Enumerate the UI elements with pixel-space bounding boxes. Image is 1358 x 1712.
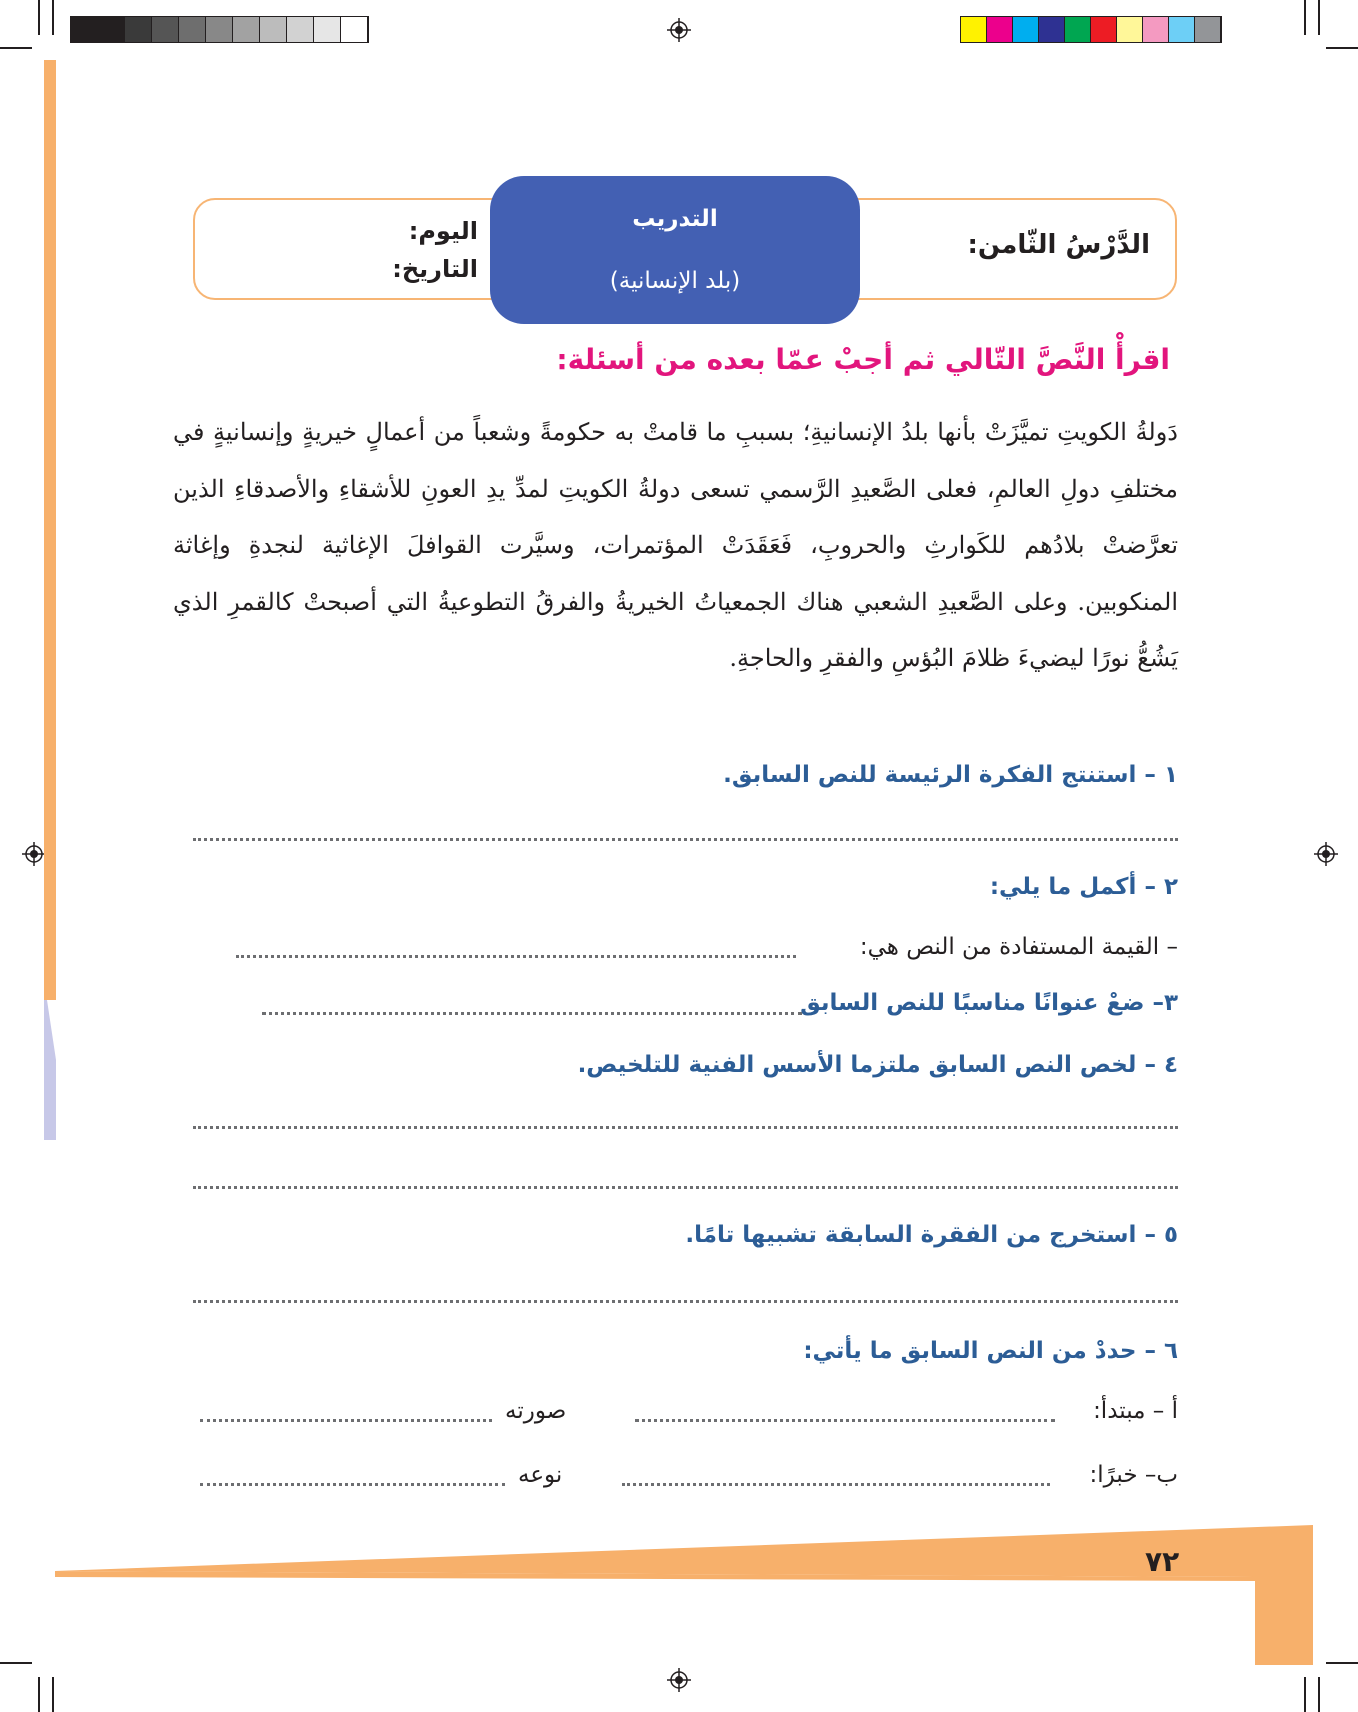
answer-line-6b[interactable] bbox=[622, 1483, 1050, 1486]
question-6: ٦ – حددْ من النص السابق ما يأتي: bbox=[803, 1338, 1178, 1364]
reading-passage: دَولةُ الكويتِ تميَّزَتْ بأنها بلدُ الإنسانيةِ؛ بسببِ ما قامتْ به حكومةً وشعباً من أعمالٍ خيريةٍ وإنسانيةٍ في مختلفِ دولِ العالمِ، فعلى الصَّعيدِ الرَّسمي تسعى دولةُ الكويتِ لمدِّ يدِ العونِ للأشقاءِ والأصدقاءِ الذين تعرَّضتْ بلادُهم للكَوارثِ والحروبِ، فَعَقَدَتْ المؤتمرات، وسيَّرت القوافلَ الإغاثية لنجدةِ وإغاثة المنكوبين. وعلى الصَّعيدِ الشعبي هناك الجمعياتُ الخيريةُ والفرقُ التطوعيةُ التي أصبحتْ كالقمرِ الذي يَشُعُّ نورًا ليضيءَ ظلامَ البُؤسِ والفقرِ والحاجةِ. bbox=[173, 418, 1178, 672]
answer-line-1[interactable] bbox=[193, 838, 1178, 841]
question-6-b: ب– خبرًا: bbox=[1089, 1462, 1178, 1488]
exercise-title: التدريب bbox=[632, 206, 718, 232]
lesson-label: الدَّرْسُ الثّامن: bbox=[967, 230, 1150, 260]
day-date-labels bbox=[388, 212, 478, 288]
question-6-a-form: صورته bbox=[505, 1398, 567, 1424]
crop-mark bbox=[1318, 0, 1320, 35]
reading-instruction: اقرأْ النَّصَّ التّالي ثم أجبْ عمّا بعده من أسئلة: bbox=[556, 343, 1170, 376]
crop-mark bbox=[1318, 1677, 1320, 1712]
answer-line-6b-type[interactable] bbox=[200, 1483, 505, 1486]
question-6-a: أ – مبتدأ: bbox=[1093, 1398, 1178, 1424]
question-2: ٢ – أكمل ما يلي: bbox=[989, 874, 1178, 900]
answer-line-4b[interactable] bbox=[193, 1186, 1178, 1189]
question-2-item: – القيمة المستفادة من النص هي: bbox=[859, 934, 1178, 960]
registration-target-icon bbox=[1314, 842, 1338, 866]
exercise-tab bbox=[490, 176, 860, 324]
date-label: التاريخ: bbox=[392, 255, 478, 283]
answer-line-4a[interactable] bbox=[193, 1126, 1178, 1129]
crop-mark bbox=[38, 1677, 40, 1712]
crop-mark bbox=[1304, 1677, 1306, 1712]
crop-mark bbox=[0, 47, 32, 49]
answer-line-5[interactable] bbox=[193, 1300, 1178, 1303]
crop-mark bbox=[1326, 47, 1358, 49]
answer-line-6a-form[interactable] bbox=[200, 1419, 492, 1422]
day-label: اليوم: bbox=[408, 217, 478, 245]
registration-target-icon bbox=[667, 1668, 691, 1692]
crop-mark bbox=[1326, 1662, 1358, 1664]
grayscale-calibration-bar bbox=[70, 16, 369, 43]
page-number: ٧٢ bbox=[1145, 1545, 1180, 1578]
color-calibration-bar bbox=[960, 16, 1222, 43]
question-5: ٥ – استخرج من الفقرة السابقة تشبيها تامًا. bbox=[685, 1222, 1178, 1248]
answer-line-3[interactable] bbox=[262, 1012, 802, 1015]
registration-target-icon bbox=[22, 842, 46, 866]
crop-mark bbox=[38, 0, 40, 35]
question-6-b-type: نوعه bbox=[518, 1462, 563, 1488]
question-1: ١ – استنتج الفكرة الرئيسة للنص السابق. bbox=[723, 762, 1178, 788]
answer-line-6a[interactable] bbox=[635, 1419, 1055, 1422]
question-3: ٣– ضعْ عنوانًا مناسبًا للنص السابق bbox=[800, 990, 1178, 1016]
crop-mark bbox=[0, 1662, 32, 1664]
crop-mark bbox=[52, 0, 54, 35]
registration-target-icon bbox=[667, 18, 691, 42]
crop-mark bbox=[52, 1677, 54, 1712]
question-4: ٤ – لخص النص السابق ملتزما الأسس الفنية للتلخيص. bbox=[577, 1052, 1178, 1078]
crop-mark bbox=[1304, 0, 1306, 35]
left-decorative-stripe bbox=[44, 60, 58, 1140]
footer-decorative-band bbox=[55, 1525, 1315, 1665]
answer-line-2[interactable] bbox=[236, 955, 796, 958]
exercise-subtitle: (بلد الإنسانية) bbox=[609, 268, 741, 294]
